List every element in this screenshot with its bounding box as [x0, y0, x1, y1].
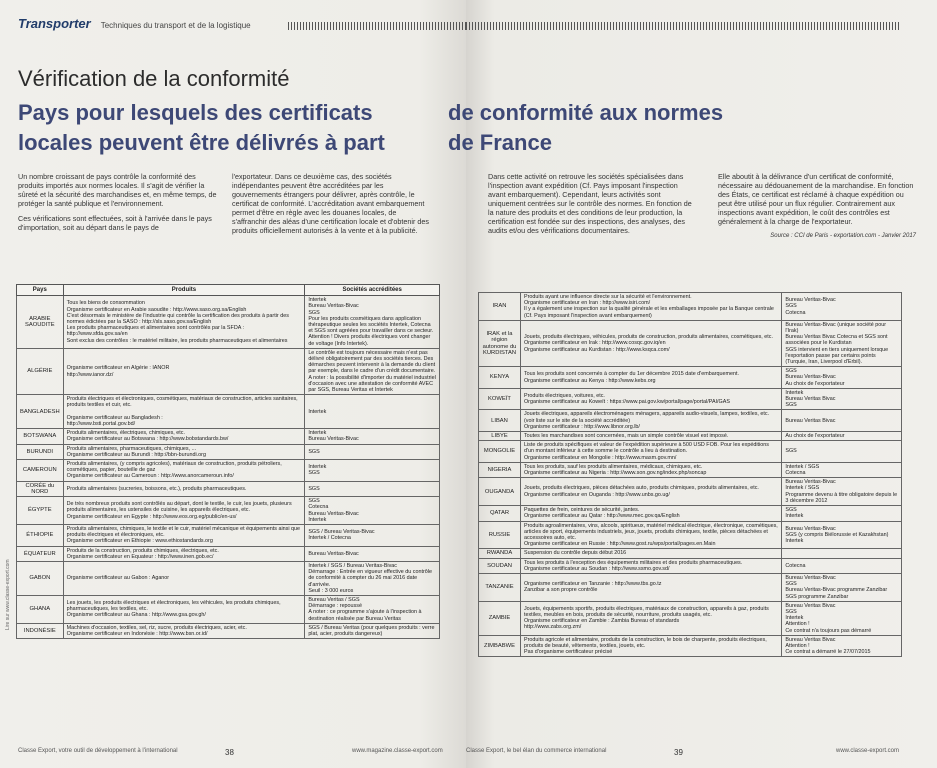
title-line2-right: de France — [448, 130, 552, 155]
companies-cell: SGS Intertek — [782, 506, 902, 521]
country-cell: KOWEÏT — [479, 388, 521, 410]
country-cell: LIBAN — [479, 410, 521, 432]
products-cell: Produits alimentaires, pharmaceutiques, chimiques, ... Organisme certificateur au Burundi : http://bbn-burundi.org — [63, 444, 305, 459]
companies-cell: Intertek Bureau Veritas Bivac SGS — [782, 388, 902, 410]
paragraph: Un nombre croissant de pays contrôle la conformité des produits importés aux normes locales. Il s'agit de vérifier la sûreté et la sécurité des marchandises et, en même temps, de protéger la santé publique et l'environnement. — [18, 172, 217, 208]
header-rule-right — [466, 22, 901, 30]
table-row — [479, 410, 902, 432]
country-cell: TANZANIE — [479, 573, 521, 601]
companies-cell: Bureau Veritas-Bivac Intertek / SGS Programme devenu à titre obligatoire depuis le 3 décembre 2012 — [782, 478, 902, 506]
companies-cell: Bureau Veritas Bivac — [782, 410, 902, 432]
companies-cell: Cotecna — [782, 558, 902, 573]
products-cell: Jouets électriques, appareils électroménagers ménagers, appareils audio-visuels, lampes, textiles, etc. (voir liste sur le site de la société accréditée) Organisme certificateur : http://www.libnor.org.lb/ — [520, 410, 781, 432]
table-row — [479, 293, 902, 321]
companies-cell: Bureau Veritas Bivac Attention ! Ce contrat a démarré le 27/07/2015 — [782, 635, 902, 657]
companies-cell: Intertek Bureau Veritas-Bivac SGS Pour les produits cosmétiques dans application thérapeutique seules les sociétés Intertek, Cotecna et SGS sont agréées pour travailler dans ce secteur. Attention ! Divers produits électriques vont changer de voltage (Info Intertek). — [305, 296, 440, 349]
companies-cell: Intertek / SGS Cotecna — [782, 462, 902, 477]
products-cell: Paquettes de frein, ceintures de sécurité, jantes. Organisme certificateur au Qatar : http://www.mec.gov.qa/English — [520, 506, 781, 521]
country-cell: BANGLADESH — [17, 395, 64, 429]
magazine-brand: Transporter — [18, 16, 91, 31]
products-cell: Produits agroalimentaires, vins, alcools, spiritueux, matériel médical électrique, électronique, cosmétiques, articles de sport, équipements industriels, jeux, jouets, produits chimiques, textile, pièces détachées et accessoires auto, etc. Organisme certificateur en Russie : http://www.gost.ru/wps/portal/pages.en.Main — [520, 521, 781, 549]
source-note: Source : CCI de Paris - exportation.com - Janvier 2017 — [770, 233, 916, 239]
companies-cell: Bureau Veritas / SGS Démarrage : repoussé A noter : ce programme s'ajoute à l'inspection à destination réalisée par Bureau Veritas — [305, 595, 440, 623]
products-cell: Jouets, produits électriques, pièces détachées auto, produits chimiques, produits alimentaires, etc. Organisme certificateur en Ouganda : http://www.unbs.go.ug/ — [520, 478, 781, 506]
header-pays: Pays — [17, 285, 64, 296]
country-cell: SOUDAN — [479, 558, 521, 573]
products-cell: Organisme certificateur au Gabon : Aganor — [63, 561, 305, 595]
table-row — [479, 478, 902, 506]
country-cell: NIGERIA — [479, 462, 521, 477]
companies-cell: Bureau Veritas Bivac SGS Intertek Attention ! Ce contrat n'a toujours pas démarré — [782, 601, 902, 635]
table-row — [17, 429, 440, 444]
products-cell: Produits alimentaires (sucreries, boissons, etc.), produits pharmaceutiques. — [63, 481, 305, 496]
products-cell: Produits alimentaires, chimiques, le textile et le cuir, matériel mécanique et équipements ainsi que produits électriques et électroniques, etc. Organisme certificateur en Ethiopie : www.ethiostandards.org — [63, 524, 305, 546]
products-cell: Organisme certificateur en Algérie : IANOR http://www.ianor.dz/ — [63, 348, 305, 394]
table-row — [17, 595, 440, 623]
country-cell: ÉTHIOPIE — [17, 524, 64, 546]
companies-cell: SGS Bureau Veritas-Bivac Au choix de l'exportateur — [782, 367, 902, 389]
country-cell: BOTSWANA — [17, 429, 64, 444]
companies-cell — [782, 549, 902, 558]
title-line1-right: de conformité aux normes — [448, 100, 724, 125]
table-row — [479, 441, 902, 463]
products-cell: Produits alimentaires, électriques, chimiques, etc. Organisme certificateur au Botswana : http://www.bobstandards.bw/ — [63, 429, 305, 444]
table-row — [17, 623, 440, 638]
country-cell: ZIMBABWE — [479, 635, 521, 657]
products-cell: Produits électriques et électroniques, cosmétiques, matériaux de construction, articles sanitaires, produits textiles et cuir, etc. Organisme certificateur au Bangladesh : http://www.bsti.portal.gov.bd/ — [63, 395, 305, 429]
country-cell: GHANA — [17, 595, 64, 623]
body-column-4 — [718, 172, 916, 241]
products-cell: Liste de produits spécifiques et valeur de l'expédition supérieure à 500 USD FOB. Pour les expéditions d'un montant inférieur à cette somme le contrôle a lieu à destination. Organisme certificateur en Mongolie : http://www.masm.gov.mn/ — [520, 441, 781, 463]
body-column-1 — [18, 172, 218, 238]
country-cell: GABON — [17, 561, 64, 595]
products-cell: Organisme certificateur en Tanzanie : http://www.tbs.go.tz Zanzibar a son propre contrôle — [520, 573, 781, 601]
table-row — [17, 460, 440, 482]
table-row — [17, 497, 440, 525]
country-cell: IRAK et la région autonome du KURDISTAN — [479, 320, 521, 366]
products-cell: Produits alimentaires, (y compris agricoles), matériaux de construction, produits pétroliers, cosmétiques, papier, bouteille de gaz Organisme certificateur au Cameroun : http://www.anorcameroun.info/ — [63, 460, 305, 482]
country-cell: ÉGYPTE — [17, 497, 64, 525]
table-row — [17, 444, 440, 459]
companies-cell: SGS — [305, 444, 440, 459]
companies-cell: SGS Cotecna Bureau Veritas-Bivac Intertek — [305, 497, 440, 525]
header-societes: Sociétés accréditées — [305, 285, 440, 296]
products-cell: Produits de la construction, produits chimiques, électriques, etc. Organisme certificateur en Equateur : http://www.inen.gob.ec/ — [63, 546, 305, 561]
footer-right-url[interactable]: www.classe-export.com — [836, 748, 900, 754]
country-cell: CAMEROUN — [17, 460, 64, 482]
country-cell: KENYA — [479, 367, 521, 389]
body-column-2 — [232, 172, 432, 241]
header-produits: Produits — [63, 285, 305, 296]
companies-cell: Bureau Veritas-Bivac SGS Bureau Veritas-Bivac programme Zanzibar SGS programme Zanzibar — [782, 573, 902, 601]
products-cell: Tous les produits à l'exception des équipements militaires et des produits pharmaceutiques. Organisme certificateur au Soudan : http://www.ssmo.gov.sd/ — [520, 558, 781, 573]
table-row — [479, 320, 902, 366]
table-row — [17, 348, 440, 394]
table-row — [17, 524, 440, 546]
companies-cell: Intertek SGS — [305, 460, 440, 482]
footer-left-url[interactable]: www.magazine.classe-export.com — [352, 748, 443, 754]
paragraph: Ces vérifications sont effectuées, soit à l'arrivée dans le pays d'importation, soit au départ dans le pays de — [18, 214, 212, 232]
companies-cell: Bureau Veritas-Bivac SGS (y compris Biélorussie et Kazakhstan) Intertek — [782, 521, 902, 549]
companies-cell: Bureau Veritas-Bivac SGS Cotecna — [782, 293, 902, 321]
footer-left-text: Classe Export, votre outil de développement à l'international — [18, 748, 178, 754]
companies-cell: Le contrôle est toujours nécessaire mais n'est pas délivré obligatoirement par des sociétés tierces. Des démarches peuvent intervenir à la demande du client par exemple, dans le cadre d'un crédit documentaire. A noter : la possibilité d'importer du matériel industriel d'occasion avec une attestation de conformité AVEC par SGS, Bureau Veritas et Intertek — [305, 348, 440, 394]
country-cell: QATAR — [479, 506, 521, 521]
table-row — [17, 481, 440, 496]
products-cell: De très nombreux produits sont contrôlés au départ, dont le textile, le cuir, les jouets, plusieurs produits alimentaires, les ustensiles de cuisine, les appareils électriques, etc. Organisme certificateur en Egypte : http://www.eos.org.eg/public/en-us/ — [63, 497, 305, 525]
paragraph: l'exportateur. Dans ce deuxième cas, des sociétés indépendantes peuvent être accréditées par les gouvernements étrangers pour délivrer, après contrôle, le certificat de conformité. L'accréditation avant embarquement permet d'être en règle avec les douanes locales, de s'affranchir des aléas d'une certification locale et d'obtenir des produits officiellement autorisés à la vente et à la publicité. — [232, 172, 429, 235]
body-column-3 — [488, 172, 694, 241]
left-page — [0, 0, 466, 768]
table-row — [17, 561, 440, 595]
country-cell: MONGOLIE — [479, 441, 521, 463]
companies-cell: SGS — [305, 481, 440, 496]
paragraph: Elle aboutit à la délivrance d'un certificat de conformité, nécessaire au dédouanement de la marchandise. En fonction des États, ce certificat est réclamé à chaque expédition ou peut être utilisé pour un flux régulier. Contrairement aux inspections avant expédition, le coût des contrôles est généralement à la charge de l'exportateur. — [718, 172, 914, 226]
products-cell: Les jouets, les produits électriques et électroniques, les véhicules, les produits chimiques, pharmaceutiques, les textiles, etc. Organisme certificateur au Ghana : http://www.gsa.gov.gh/ — [63, 595, 305, 623]
table-row — [479, 549, 902, 558]
page-number-right: 39 — [674, 748, 683, 757]
table-row — [479, 367, 902, 389]
table-row — [17, 546, 440, 561]
table-row — [479, 635, 902, 657]
products-cell: Machines d'occasion, textiles, sel, riz, sucre, produits électriques, acier, etc. Organisme certificateur en Indonésie : http://www.bsn.or.id/ — [63, 623, 305, 638]
country-cell: ARABIE SAOUDITE — [17, 296, 64, 349]
products-cell: Produits électriques, voitures, etc. Organisme certificateur au Koweït : https://www.pai.gov.kw/portal/page/portal/PAI/GAS — [520, 388, 781, 410]
table-row — [479, 432, 902, 441]
right-page — [448, 0, 937, 768]
products-cell: Tous les produits, sauf les produits alimentaires, médicaux, chimiques, etc. Organisme certificateur au Nigeria : http://www.son.gov.ng/index.php/soncap — [520, 462, 781, 477]
products-cell: Toutes les marchandises sont concernées, mais un simple contrôle visuel est imposé. — [520, 432, 781, 441]
magazine-tagline: Techniques du transport et de la logistique — [100, 21, 251, 30]
table-row — [479, 462, 902, 477]
table-row — [479, 558, 902, 573]
companies-cell: SGS — [782, 441, 902, 463]
country-cell: INDONÉSIE — [17, 623, 64, 638]
table-row — [17, 395, 440, 429]
table-row — [479, 601, 902, 635]
country-cell: ÉQUATEUR — [17, 546, 64, 561]
country-cell: IRAN — [479, 293, 521, 321]
country-cell: LIBYE — [479, 432, 521, 441]
country-cell: ALGÉRIE — [17, 348, 64, 394]
companies-cell: SGS / Bureau Veritas-Bivac Intertek / Cotecna — [305, 524, 440, 546]
table-row — [479, 521, 902, 549]
table-row — [479, 388, 902, 410]
certification-table-left — [16, 284, 440, 639]
country-cell: ZAMBIE — [479, 601, 521, 635]
paragraph: Dans cette activité on retrouve les sociétés spécialisées dans l'inspection avant expédition (Cf. Pays imposant l'inspection avant embarquement). Cependant, leurs activités sont uniquement centrées sur le contrôle des normes. En fonction de la nature des produits et des conditions de leur production, la certification est fondée sur des inspections, des analyses, des audits et/ou des vérifications documentaires. — [488, 172, 692, 235]
country-cell: BURUNDI — [17, 444, 64, 459]
title-line2-left: locales peuvent être délivrés à part — [18, 130, 385, 155]
companies-cell: SGS / Bureau Veritas (pour quelques produits : verre plat, acier, produits dangereux) — [305, 623, 440, 638]
products-cell: Tous les biens de consommation Organisme certificateur en Arabie saoudite : http://www.saso.org.sa/English C'est désormais le ministère de l'industrie qui contrôle la certification des produits à partir des normes édictées par la SASO : http://sls.saso.gov.sa/English Les produits pharmaceutiques et alimentaires sont contrôlés par la SFDA : http://www.sfda.gov.sa/en Sont exclus des contrôles : le matériel militaire, les produits pharmaceutiques et alimentaires — [63, 296, 305, 349]
country-cell: CORÉE du NORD — [17, 481, 64, 496]
magazine-header — [18, 16, 251, 31]
table-row — [479, 506, 902, 521]
country-cell: RUSSIE — [479, 521, 521, 549]
header-rule — [288, 22, 466, 30]
products-cell: Tous les produits sont concernés à compter du 1er décembre 2015 date d'embarquement. Organisme certificateur au Kenya : http://www.kebs.org — [520, 367, 781, 389]
certification-table-right — [478, 292, 902, 657]
products-cell: Jouets, produits électriques, véhicules, produits de construction, produits alimentaires, cosmétiques, etc. Organisme certificateur en Irak : http://www.cosqc.gov.iq/en Organisme certificateur au Kurdistan : http://www.ksqca.com/ — [520, 320, 781, 366]
country-cell: RWANDA — [479, 549, 521, 558]
products-cell: Produits agricole et alimentaire, produits de la construction, le bois de charpente, produits électriques, produits de beauté, vêtements, textiles, jouets, etc. Pas d'organisme certificateur précisé — [520, 635, 781, 657]
table-row — [479, 573, 902, 601]
table-row — [17, 296, 440, 349]
companies-cell: Intertek Bureau Veritas-Bivac — [305, 429, 440, 444]
page-number-left: 38 — [225, 748, 234, 757]
footer-right-text: Classe Export, le bel élan du commerce international — [466, 748, 607, 754]
companies-cell: Au choix de l'exportateur — [782, 432, 902, 441]
country-cell: OUGANDA — [479, 478, 521, 506]
products-cell: Produits ayant une influence directe sur la sécurité et l'environnement. Organisme certificateur en Iran : http://www.isiri.com/ Il y a également une inspection sur la qualité générale et les emballages imposée par la Banque centrale (Cf. Pays imposant l'inspection avant embarquement) — [520, 293, 781, 321]
companies-cell: Bureau Veritas-Bivac (unique société pour l'Irak) Bureau Veritas Bivac Cotecna et SGS sont associées pour le Kurdistan SGS intervient en tiers uniquement lorsque l'exportation passe par certains points (Turquie, Iran, Liverpool d'Erbil). — [782, 320, 902, 366]
companies-cell: Intertek / SGS / Bureau Veritas-Bivac Démarrage : Entrée en vigueur effective du contrôle de conformité à compter du 26 mai 2016 date d'arrivée. Seuil : 3 000 euros — [305, 561, 440, 595]
companies-cell: Intertek — [305, 395, 440, 429]
products-cell: Suspension du contrôle depuis début 2016 — [520, 549, 781, 558]
title-line1-left: Pays pour lesquels des certificats — [18, 100, 373, 125]
section-title: Vérification de la conformité — [18, 66, 290, 91]
companies-cell: Bureau Veritas-Bivac — [305, 546, 440, 561]
side-url: Lire sur www.classe-export.com — [5, 559, 11, 630]
products-cell: Jouets, équipements sportifs, produits électriques, matériaux de construction, appareils à gaz, produits textiles, meubles en bois, produits de sécurité, nourriture, produits usagés, etc. Organisme certificateur en Zambie : Zambia Bureau of standards http://www.zabs.org.zm/ — [520, 601, 781, 635]
